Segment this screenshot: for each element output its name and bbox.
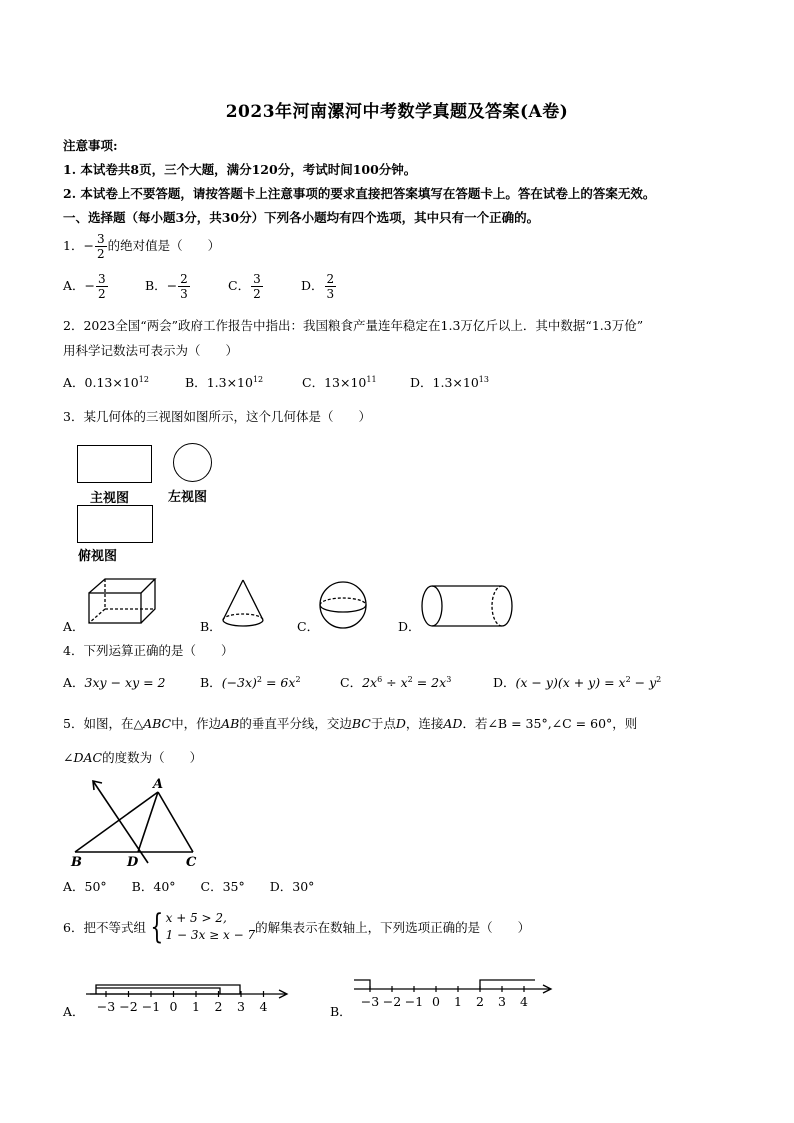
cylinder-figure [418,584,518,630]
q1-option-c[interactable]: C． $\frac{3}{2}$ [228,272,261,301]
point-c-label: C [186,855,197,870]
notice-heading: 注意事项: [63,138,118,153]
section-heading: 一、选择题（每小题3分，共30分）下列各小题均有四个选项，其中只有一个正确的。 [63,210,540,225]
inequality-system: { x + 5 > 2, 1 − 3x ≥ x − 7 [150,907,256,947]
axis-tick-label: 2 [214,999,223,1014]
left-view-label: 左视图 [168,490,208,505]
axis-tick-label: −1 [141,999,161,1014]
page-title: 2023年河南漯河中考数学真题及答案(A卷) [225,102,569,122]
question-3: 3．某几何体的三视图如图所示，这个几何体是（ ） [63,409,371,424]
left-view-circle [173,443,212,482]
question-2-line-2: 用科学记数法可表示为（ ） [63,343,239,358]
question-4: 4．下列运算正确的是（ ） [63,643,234,658]
notice-line-2: 2. 本试卷上不要答题，请按答题卡上注意事项的要求直接把答案填写在答题卡上。答在试卷上的答案无效。 [63,186,656,201]
question-1: 1．− $\frac{3}{2}$ 的绝对值是（ ） [63,232,221,261]
question-5-line-1: 5．如图，在△ABC中，作边AB的垂直平分线，交边BC于点D，连接AD．若∠B = 35°,∠C = 60°，则 [63,716,638,731]
q4-option-b[interactable]: B．$(-3x)^2 = 6x^2$ [200,674,301,690]
front-view-label: 主视图 [90,491,130,506]
sphere-figure [318,580,368,630]
number-line-b [350,970,560,1012]
axis-tick-label: 3 [498,994,506,1009]
point-b-label: B [71,855,82,870]
point-a-label: A [153,777,164,792]
question-2-line-1: 2．2023全国“两会”政府工作报告中指出：我国粮食产量连年稳定在1.3万亿斤以上．其中数据“1.3万伧” [63,318,644,333]
q3-option-c-label[interactable]: C． [297,619,320,634]
q1-option-d[interactable]: D． $\frac{2}{3}$ [301,272,335,301]
cone-figure [220,578,266,630]
q4-option-d[interactable]: D．$(x - y)(x + y) = x^2 - y^2$ [493,674,662,690]
question-5-line-2: ∠DAC的度数为（ ） [63,750,203,765]
front-view-rectangle [77,445,152,483]
q2-option-a[interactable]: A．$0.13\times 10^{12}$ [63,374,149,390]
axis-tick-label: 0 [432,994,440,1009]
top-view-rectangle [77,505,153,543]
q2-option-d[interactable]: D．$1.3\times 10^{13}$ [410,374,489,390]
q6-option-a-label[interactable]: A． [63,1004,85,1019]
q2-option-b[interactable]: B．$1.3\times 10^{12}$ [185,374,264,390]
axis-tick-label: 2 [476,994,484,1009]
axis-tick-label: 1 [192,999,200,1014]
axis-tick-label: 4 [520,994,528,1009]
fraction: $\frac{3}{2}$ [96,232,105,261]
axis-tick-label: −3 [360,994,380,1009]
axis-tick-label: −1 [404,994,424,1009]
point-d-label: D [127,855,139,870]
top-view-label: 俯视图 [78,549,118,564]
q3-option-d-label[interactable]: D． [398,619,421,634]
axis-tick-label: 3 [237,999,245,1014]
axis-tick-label: −3 [96,999,116,1014]
q1-option-b[interactable]: B．− $\frac{2}{3}$ [145,272,188,301]
q6-option-b-label[interactable]: B． [330,1004,352,1019]
axis-tick-label: 1 [454,994,462,1009]
q4-option-c[interactable]: C．$2x^6 \div x^2 = 2x^3$ [340,674,452,690]
notice-line-1: 1. 本试卷共8页，三个大题，满分120分，考试时间100分钟。 [63,162,417,177]
q1-option-a[interactable]: A．− $\frac{3}{2}$ [63,272,106,301]
axis-tick-label: 0 [169,999,178,1014]
axis-tick-label: −2 [382,994,402,1009]
question-6: 6．把不等式组 { x + 5 > 2, 1 − 3x ≥ x − 7 的解集表示在数轴上，下列选项正确的是（ ） [63,907,531,947]
triangle-figure [63,775,213,870]
q4-option-a[interactable]: A．3xy − xy = 2 [63,675,166,690]
number-line-a [86,975,296,1017]
axis-tick-label: 4 [259,999,268,1014]
axis-tick-label: −2 [119,999,138,1014]
cuboid-figure [85,575,160,627]
q5-options[interactable]: A．50° B．40° C．35° D．30° [63,879,315,894]
q2-option-c[interactable]: C．$13\times 10^{11}$ [302,374,377,390]
q3-option-b-label[interactable]: B． [200,619,222,634]
q3-option-a-label[interactable]: A． [63,619,85,634]
